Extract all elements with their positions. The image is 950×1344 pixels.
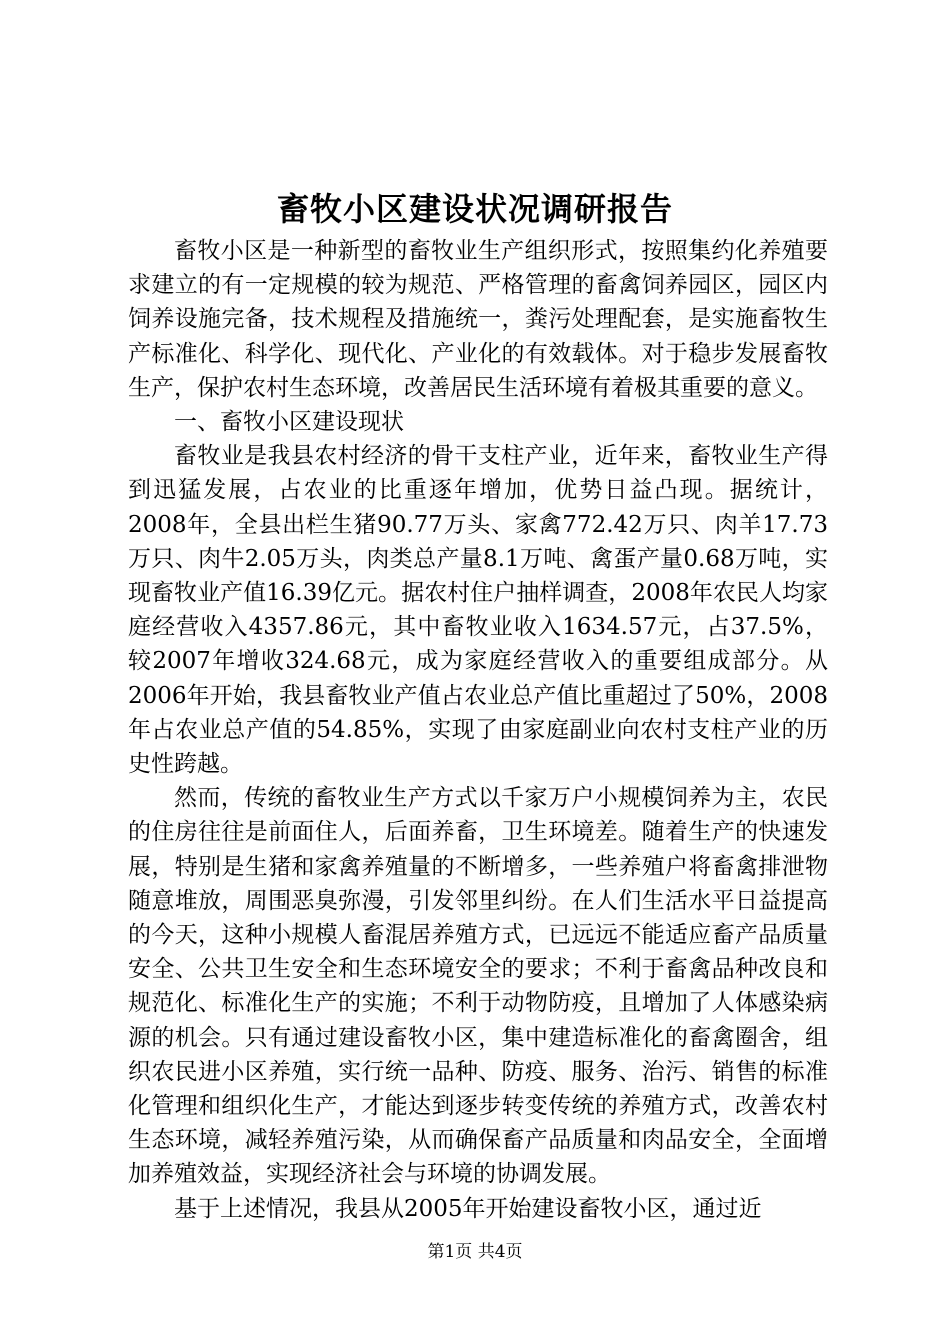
paragraph-problems: 然而，传统的畜牧业生产方式以千家万户小规模饲养为主，农民的住房往往是前面住人，后面养畜，卫生环境差。随着生产的快速发展，特别是生猪和家禽养殖量的不断增多，一些养殖户将畜禽排泄物随意堆放，周围恶臭弥漫，引发邻里纠纷。在人们生活水平日益提高的今天，这种小规模人畜混居养殖方式，已远远不能适应畜产品质量安全、公共卫生安全和生态环境安全的要求；不利于畜禽品种改良和规范化、标准化生产的实施；不利于动物防疫，且增加了人体感染病源的机会。只有通过建设畜牧小区，集中建造标准化的畜禽圈舍，组织农民进小区养殖，实行统一品种、防疫、服务、治污、销售的标准化管理和组织化生产，才能达到逐步转变传统的养殖方式，改善农村生态环境，减轻养殖污染，从而确保畜产品质量和肉品安全，全面增加养殖效益，实现经济社会与环境的协调发展。 bbox=[128, 785, 828, 1188]
section-heading: 一、畜牧小区建设现状 bbox=[174, 409, 404, 436]
paragraph-status: 畜牧业是我县农村经济的骨干支柱产业，近年来，畜牧业生产得到迅猛发展，占农业的比重逐年增加，优势日益凸现。据统计，2008年，全县出栏生猪90.77万头、家禽772.42万只、肉羊17.73万只、肉牛2.05万头，肉类总产量8.1万吨、禽蛋产量0.68万吨，实现畜牧业产值16.39亿元。据农村住户抽样调查，2008年农民人均家庭经营收入4357.86元，其中畜牧业收入1634.57元，占37.5%，较2007年增收324.68元，成为家庭经营收入的重要组成部分。从2006年开始，我县畜牧业产值占农业总产值比重超过了50%，2008年占农业总产值的54.85%，实现了由家庭副业向农村支柱产业的历史性跨越。 bbox=[128, 443, 828, 778]
page-footer: 第1页 共4页 bbox=[427, 1242, 523, 1262]
document-body bbox=[128, 234, 828, 1226]
document-title: 畜牧小区建设状况调研报告 bbox=[276, 190, 673, 228]
paragraph-intro: 畜牧小区是一种新型的畜牧业生产组织形式，按照集约化养殖要求建立的有一定规模的较为规范、严格管理的畜禽饲养园区，园区内饲养设施完备，技术规程及措施统一，粪污处理配套，是实施畜牧生产标准化、科学化、现代化、产业化的有效载体。对于稳步发展畜牧生产，保护农村生态环境，改善居民生活环境有着极其重要的意义。 bbox=[128, 238, 828, 401]
paragraph-continuation: 基于上述情况，我县从2005年开始建设畜牧小区，通过近 bbox=[174, 1195, 762, 1222]
